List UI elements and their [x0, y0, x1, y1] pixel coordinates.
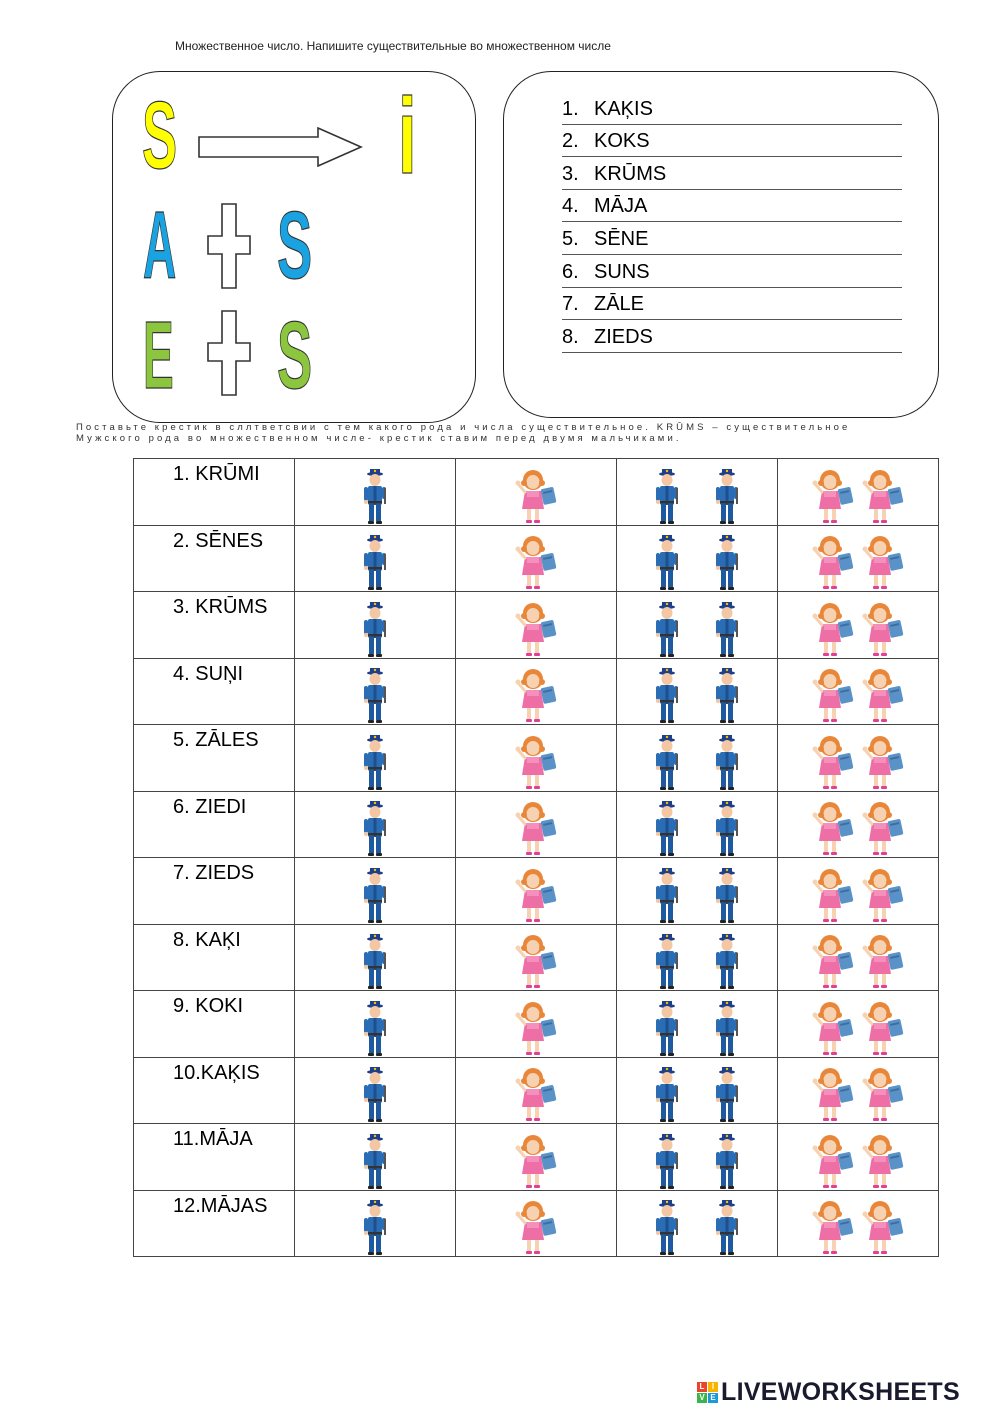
answer-cell-fem-sing[interactable]: [456, 1190, 617, 1257]
boy-icon: [361, 867, 389, 925]
row-word: 2. SĒNES: [173, 529, 264, 552]
boy-icon: [653, 933, 681, 991]
answer-cell-fem-sing[interactable]: [456, 592, 617, 659]
girl-icon: [513, 468, 559, 526]
boy-icon: [713, 1133, 741, 1191]
answer-cell-fem-sing[interactable]: [456, 525, 617, 592]
boy-icon: [713, 734, 741, 792]
word-cell: [134, 525, 295, 592]
answer-cell-masc-plural[interactable]: [617, 459, 778, 526]
logo-block: E: [708, 1393, 718, 1403]
boy-icon: [653, 1133, 681, 1191]
girl-icon: [860, 1066, 906, 1124]
answer-cell-masc-sing[interactable]: [295, 991, 456, 1058]
boy-icon: [713, 468, 741, 526]
girl-icon: [513, 1000, 559, 1058]
word-text: MĀJA: [594, 195, 648, 218]
girl-icon: [860, 867, 906, 925]
girl-icon: [860, 800, 906, 858]
answer-cell-masc-plural[interactable]: [617, 725, 778, 792]
boy-icon: [713, 1199, 741, 1257]
boy-icon: [653, 867, 681, 925]
boy-icon: [653, 734, 681, 792]
girl-icon: [810, 800, 856, 858]
answer-cell-masc-sing[interactable]: [295, 791, 456, 858]
answer-cell-fem-plural[interactable]: [778, 658, 939, 725]
girl-icon: [810, 734, 856, 792]
girl-icon: [810, 933, 856, 991]
boy-icon: [653, 667, 681, 725]
row-word: 10.KAĶIS: [173, 1061, 260, 1084]
answer-cell-fem-sing[interactable]: [456, 658, 617, 725]
boy-icon: [713, 534, 741, 592]
girl-icon: [810, 534, 856, 592]
answer-cell-masc-plural[interactable]: [617, 592, 778, 659]
girl-icon: [513, 1066, 559, 1124]
answer-cell-fem-sing[interactable]: [456, 991, 617, 1058]
girl-icon: [513, 867, 559, 925]
boy-icon: [361, 933, 389, 991]
boy-icon: [361, 1133, 389, 1191]
answer-cell-fem-sing[interactable]: [456, 1124, 617, 1191]
letter-a-blue: A: [143, 192, 177, 299]
girl-icon: [513, 1133, 559, 1191]
girl-icon: [810, 1199, 856, 1257]
table-row: [134, 658, 939, 725]
girl-icon: [513, 933, 559, 991]
word-cell: [134, 1057, 295, 1124]
girl-icon: [513, 1199, 559, 1257]
row-word: 9. KOKI: [173, 995, 244, 1017]
girl-icon: [860, 534, 906, 592]
answer-cell-fem-plural[interactable]: [778, 459, 939, 526]
answer-cell-fem-plural[interactable]: [778, 525, 939, 592]
boy-icon: [361, 601, 389, 659]
table-row: [134, 791, 939, 858]
logo-text: LIVEWORKSHEETS: [721, 1378, 960, 1406]
answer-cell-fem-plural[interactable]: [778, 924, 939, 991]
answer-cell-masc-sing[interactable]: [295, 1190, 456, 1257]
answer-cell-masc-sing[interactable]: [295, 525, 456, 592]
logo-block: L: [697, 1382, 707, 1392]
word-line[interactable]: 7. ZĀLE: [562, 288, 902, 321]
row-word: 5. ZĀLES: [173, 729, 259, 751]
answer-cell-masc-plural[interactable]: [617, 1124, 778, 1191]
boy-icon: [713, 867, 741, 925]
answer-cell-masc-plural[interactable]: [617, 991, 778, 1058]
row-word: 3. KRŪMS: [173, 596, 268, 618]
letter-e-green: E: [143, 302, 174, 409]
girl-icon: [513, 534, 559, 592]
table-row: [134, 725, 939, 792]
answer-cell-fem-sing[interactable]: [456, 1057, 617, 1124]
liveworksheets-logo: [697, 1378, 960, 1407]
answer-cell-fem-plural[interactable]: [778, 1124, 939, 1191]
word-line[interactable]: 8. ZIEDS: [562, 320, 902, 353]
boy-icon: [653, 1000, 681, 1058]
word-line[interactable]: 5. SĒNE: [562, 222, 902, 255]
word-line[interactable]: 3. KRŪMS: [562, 157, 902, 190]
answer-cell-fem-plural[interactable]: [778, 991, 939, 1058]
girl-icon: [513, 601, 559, 659]
plus-icon: [207, 203, 251, 289]
word-cell: [134, 725, 295, 792]
girl-icon: [860, 601, 906, 659]
girl-icon: [810, 468, 856, 526]
girl-icon: [810, 1000, 856, 1058]
boy-icon: [713, 667, 741, 725]
boy-icon: [361, 1000, 389, 1058]
row-word: 11.MĀJA: [173, 1128, 253, 1150]
word-cell: [134, 991, 295, 1058]
row-word: 1. KRŪMI: [173, 463, 260, 485]
boy-icon: [713, 1000, 741, 1058]
word-text: ZIEDS: [594, 325, 653, 348]
girl-icon: [860, 734, 906, 792]
word-line[interactable]: 1. KAĶIS: [562, 92, 902, 125]
word-cell: [134, 459, 295, 526]
table-row: [134, 1057, 939, 1124]
boy-icon: [653, 800, 681, 858]
word-text: KAĶIS: [594, 97, 653, 120]
answer-cell-masc-plural[interactable]: [617, 924, 778, 991]
answer-cell-fem-sing[interactable]: [456, 924, 617, 991]
boy-icon: [713, 800, 741, 858]
answer-cell-masc-plural[interactable]: [617, 525, 778, 592]
boy-icon: [653, 534, 681, 592]
letter-s-yellow: S: [142, 82, 178, 189]
instruction-text: Поставьте крестик в сллтветсвии с тем какого рода и числа существительное. KRŪMS – существительное Мужского рода во множественном числе- крестик ставим перед двумя мальчиками.: [76, 422, 851, 444]
answer-cell-masc-plural[interactable]: [617, 1190, 778, 1257]
word-cell: [134, 791, 295, 858]
word-text: SĒNE: [594, 227, 649, 250]
answer-cell-fem-plural[interactable]: [778, 725, 939, 792]
answer-cell-masc-sing[interactable]: [295, 658, 456, 725]
word-text: SUNS: [594, 260, 650, 283]
word-text: KOKS: [594, 130, 650, 153]
table-row: [134, 858, 939, 925]
answer-cell-masc-sing[interactable]: [295, 592, 456, 659]
girl-icon: [860, 1133, 906, 1191]
row-word: 7. ZIEDS: [173, 862, 255, 884]
table-row: [134, 924, 939, 991]
table-row: [134, 1124, 939, 1191]
word-cell: [134, 858, 295, 925]
word-list: [562, 92, 902, 353]
row-word: 4. SUŅI: [173, 662, 244, 685]
answer-cell-masc-sing[interactable]: [295, 1124, 456, 1191]
word-cell: [134, 924, 295, 991]
answer-cell-fem-plural[interactable]: [778, 592, 939, 659]
letter-s-blue: S: [277, 192, 313, 299]
boy-icon: [713, 601, 741, 659]
answer-cell-masc-sing[interactable]: [295, 459, 456, 526]
word-cell: [134, 592, 295, 659]
logo-block: V: [697, 1393, 707, 1403]
logo-block: I: [708, 1382, 718, 1392]
girl-icon: [860, 468, 906, 526]
word-line[interactable]: 2. KOKS: [562, 125, 902, 158]
answer-cell-masc-sing[interactable]: [295, 1057, 456, 1124]
gender-number-table: [133, 458, 939, 1257]
boy-icon: [713, 1066, 741, 1124]
girl-icon: [810, 601, 856, 659]
word-text: ZĀLE: [594, 293, 645, 316]
answer-cell-fem-sing[interactable]: [456, 725, 617, 792]
girl-icon: [860, 667, 906, 725]
girl-icon: [810, 867, 856, 925]
answer-cell-masc-plural[interactable]: [617, 791, 778, 858]
girl-icon: [860, 1199, 906, 1257]
answer-cell-masc-plural[interactable]: [617, 1057, 778, 1124]
row-word: 6. ZIEDI: [173, 795, 247, 818]
word-cell: [134, 658, 295, 725]
answer-cell-fem-sing[interactable]: [456, 858, 617, 925]
word-cell: [134, 1124, 295, 1191]
answer-cell-fem-plural[interactable]: [778, 858, 939, 925]
row-word: 8. KAĶI: [173, 928, 241, 951]
table-row: [134, 459, 939, 526]
table-row: [134, 525, 939, 592]
logo-blocks: [697, 1382, 718, 1403]
girl-icon: [810, 1066, 856, 1124]
table-row: [134, 991, 939, 1058]
girl-icon: [860, 933, 906, 991]
boy-icon: [653, 1066, 681, 1124]
letter-s-green: S: [277, 302, 313, 409]
answer-cell-masc-sing[interactable]: [295, 858, 456, 925]
answer-cell-fem-plural[interactable]: [778, 1057, 939, 1124]
boy-icon: [361, 667, 389, 725]
answer-cell-masc-sing[interactable]: [295, 725, 456, 792]
girl-icon: [860, 1000, 906, 1058]
girl-icon: [513, 667, 559, 725]
boy-icon: [361, 1199, 389, 1257]
boy-icon: [653, 1199, 681, 1257]
boy-icon: [361, 534, 389, 592]
girl-icon: [513, 734, 559, 792]
answer-cell-fem-sing[interactable]: [456, 791, 617, 858]
boy-icon: [361, 734, 389, 792]
answer-cell-masc-plural[interactable]: [617, 658, 778, 725]
word-cell: [134, 1190, 295, 1257]
answer-cell-masc-plural[interactable]: [617, 858, 778, 925]
row-word: 12.MĀJAS: [173, 1194, 268, 1217]
table-row: [134, 1190, 939, 1257]
boy-icon: [361, 800, 389, 858]
boy-icon: [713, 933, 741, 991]
girl-icon: [810, 1133, 856, 1191]
word-text: KRŪMS: [594, 162, 667, 185]
answer-cell-fem-plural[interactable]: [778, 1190, 939, 1257]
answer-cell-fem-plural[interactable]: [778, 791, 939, 858]
boy-icon: [653, 468, 681, 526]
plus-icon: [207, 310, 251, 396]
girl-icon: [810, 667, 856, 725]
page-header: Множественное число. Напишите существительные во множественном числе: [175, 39, 611, 53]
letter-i-yellow: i: [398, 75, 417, 196]
girl-icon: [513, 800, 559, 858]
word-line[interactable]: 6. SUNS: [562, 255, 902, 288]
answer-cell-masc-sing[interactable]: [295, 924, 456, 991]
boy-icon: [653, 601, 681, 659]
boy-icon: [361, 1066, 389, 1124]
answer-cell-fem-sing[interactable]: [456, 459, 617, 526]
boy-icon: [361, 468, 389, 526]
arrow-right-icon: [198, 127, 364, 167]
word-line[interactable]: 4. MĀJA: [562, 190, 902, 223]
table-row: [134, 592, 939, 659]
